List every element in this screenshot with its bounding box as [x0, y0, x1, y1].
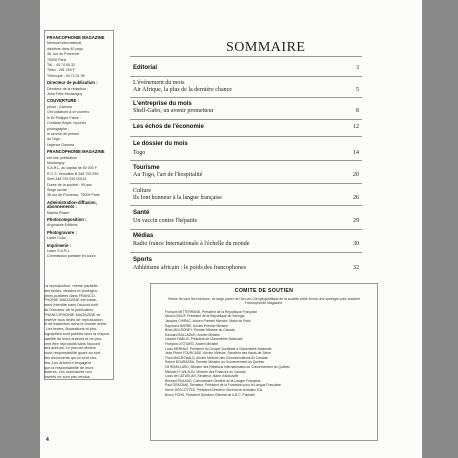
comite-member: Flora MACDONALD, Ancien Ministre des Communications du Canada: [165, 355, 268, 360]
toc-tourisme-label: Tourisme: [133, 165, 160, 171]
toc-tourisme-page: 20: [353, 172, 359, 178]
director-line: Jean-Félix Moulanguy: [47, 92, 83, 97]
edition-lines: [47, 156, 111, 198]
comite-member: Brian MULRONEY, Premier Ministre du Canada: [165, 328, 235, 333]
toc-culture-sub: Ils font honneur à la langue française: [133, 194, 222, 201]
comite-member: François LEOTARD, Ancien Ministre: [165, 341, 219, 346]
toc-evenement-sub: Air Afrique, la plus de la dernière chance: [133, 86, 232, 93]
edition-line: Moulanguy: [47, 160, 65, 165]
toc-sante: [133, 218, 359, 225]
comite-member: Jacques CHIRAC, Ancien Premier Ministre, Maire de Paris: [165, 319, 251, 323]
legal-line: tographies sont publiés sous la respon-: [44, 331, 111, 336]
toc-evenement: [133, 80, 359, 93]
printer-line: Lader S.A.R.L.: [47, 249, 71, 254]
toc-sports-page: 32: [353, 265, 359, 271]
comite-member: Laurent FABIUS, Président de l'Assemblée Nationale: [165, 337, 243, 342]
comite-box: [150, 283, 378, 441]
legal-line: réserve tous droits de reproduction: [44, 317, 103, 322]
photocomposition-line: Argonaute Editions: [47, 223, 78, 228]
toc-sante-label: Santé: [133, 210, 150, 216]
toc-editorial-label: Editorial: [133, 65, 158, 71]
comite-member: Raymond BARRE, Ancien Premier Ministre: [165, 323, 229, 328]
photogravure-lines: [47, 236, 111, 240]
legal-line: FRANCOPHONIE MAGAZINE se: [44, 312, 101, 317]
toc-sports-sub: Athlétisme africain : le poids des francophones: [133, 265, 246, 271]
director-heading: Directeur de publication :: [47, 80, 98, 86]
divider: [130, 229, 362, 230]
masthead-line: Télex : 281 254 F: [47, 68, 75, 73]
divider: [130, 97, 362, 98]
comite-member: Gil REMILLARD, Ministre des Relations Internationales du Gouvernement du Québec: [165, 364, 290, 369]
cover-line: Ont collaboré à ce numéro: [47, 110, 90, 115]
toc-dossier-label: Le dossier du mois: [133, 141, 188, 147]
legal-line: sabilité de leurs auteurs et ne peu-: [44, 336, 103, 341]
legal-line: toute responsabilité quant au sort: [44, 351, 101, 356]
admin-lines: [47, 211, 111, 215]
legal-line: que la responsabilité de leurs: [44, 365, 94, 370]
legal-line: La reproduction, même partielle,: [44, 284, 99, 288]
legal-line: insérés ne sont pas rendus.: [44, 375, 91, 380]
masthead-line: Mensuel international: [47, 41, 82, 46]
edition-line: Siège social :: [47, 187, 69, 192]
toc-culture-title: Culture: [133, 188, 151, 194]
legal-line: ment interdite sans l'accord écrit: [44, 303, 99, 308]
edition-line: est une publication: [47, 155, 77, 160]
comite-intro: Venez de tous les horizons, ce large panel de l'Arc-en-Ciel géopolitique de la société civile forme une synergie pour soutenir Francophonie Magazine.: [167, 297, 361, 306]
legal-line: fiés. Les articles n'engagent: [44, 360, 91, 365]
comite-member: Robert BOURASSA, Premier Ministre du Gouvernement du Québec: [165, 360, 265, 365]
comite-member: Bernard PAILAUD, Commissaire Général de la Langue Française: [165, 378, 261, 383]
toc-entreprise-page: 8: [356, 108, 359, 114]
admin-line: Marina Rosen: [47, 210, 70, 215]
photogravure-heading: Photogravure :: [47, 229, 77, 235]
comite-members: [151, 310, 377, 397]
director-line: Directeur de la rédaction :: [47, 86, 89, 91]
masthead-line: 36, rue de Provence: [47, 52, 80, 57]
toc-echos-page: 12: [353, 124, 359, 130]
cover-line: photographe ;: [47, 126, 70, 131]
director-lines: [47, 87, 111, 97]
edition-line: S.A.R.L. au capital de 50 000 F: [47, 166, 97, 171]
comite-member: François MITTERRAND, Président de la République Française: [165, 309, 257, 314]
page-number: 4: [46, 437, 49, 443]
comite-member: Louis de CATUELAN, Sénateur, Maire d'Aldouville: [165, 374, 239, 379]
cover-line: le Dr Philippe Fabre :: [47, 115, 81, 120]
edition-line: Siret 348 793 939 00013: [47, 177, 87, 182]
legal-line: vent être reproduits sans l'accord: [44, 341, 100, 346]
divider: [130, 183, 362, 184]
toc-tourisme: [133, 172, 359, 179]
toc-dossier: [133, 150, 359, 157]
legal-line: des auteurs. Le journal décline: [44, 346, 96, 351]
toc-entreprise-sub: Shell-Gabo, un avenir prometteur: [133, 108, 214, 114]
comite-member: Michael H. WILSON, Ministre des Finances du Canada: [165, 369, 246, 374]
toc-entreprise: [133, 108, 359, 115]
toc-dossier-page: 14: [353, 150, 359, 156]
legal-line: des textes, dessins et photogra-: [44, 288, 98, 293]
legal-line: phies publiées dans FRANCO-: [44, 293, 96, 298]
toc-sports-label: Sports: [133, 257, 153, 263]
legal-line: . Les textes, illustrations et pho-: [44, 327, 98, 332]
comite-member: Paul GRAZIANI, Sénateur, Président de la Fondation pour la Langue Française: [165, 383, 281, 388]
toc-medias-page: 30: [353, 241, 359, 247]
comite-member: Jean-Pierre FOURCADE, Ancien Ministre, Sénateur des Hauts-de-Seine: [165, 351, 271, 356]
admin-heading: Administration-diffusion, abonnements :: [47, 199, 97, 210]
cover-lines: [47, 105, 111, 147]
legal-line: du Directeur de la publication.: [44, 307, 95, 312]
toc-sports: [133, 265, 359, 272]
toc-dossier-sub: Togo: [133, 150, 146, 156]
comite-member: Edouard BALLADUR, Ancien Ministre: [165, 332, 220, 337]
legal-line: auteurs. Les manuscrits non: [44, 370, 92, 375]
divider: [130, 119, 362, 120]
toc-entreprise-label: L'entreprise du mois: [133, 101, 192, 107]
cover-line: Christian Boyer, reporter: [47, 121, 86, 126]
legal-line: des documents qui lui sont con-: [44, 355, 98, 360]
masthead-line: distribué dans 40 pays: [47, 46, 83, 51]
edition-heading: FRANCOPHONIE MAGAZINE: [47, 149, 105, 155]
toc-medias-label: Médias: [133, 233, 154, 239]
masthead-line: Tél. : 45 74 65 32: [47, 63, 75, 68]
toc-medias-sub: Radio france Internationale à l'échelle du monde: [133, 241, 250, 247]
toc-sante-page: 29: [353, 218, 359, 224]
toc-evenement-title: L'événement du mois: [133, 80, 185, 86]
toc-echos-label: Les échos de l'économie: [133, 124, 204, 130]
legal-line: et de traduction dans le monde entier: [44, 322, 107, 327]
divider: [130, 56, 362, 57]
printer-heading: Imprimerie :: [47, 242, 71, 248]
comite-member: Abdou DIOUF, Président de la République du Sénégal: [165, 314, 245, 319]
divider: [130, 136, 362, 137]
photocomposition-heading: Photocomposition :: [47, 217, 87, 222]
legal-notice: [44, 284, 114, 444]
cover-heading: COUVERTURE :: [47, 98, 79, 104]
masthead-info: [47, 41, 111, 78]
masthead-line: Télécopie : 45 74 31 95: [47, 73, 85, 78]
page-title: SOMMAIRE: [226, 40, 306, 55]
magazine-name: FRANCOPHONIE MAGAZINE: [47, 35, 105, 40]
toc-tourisme-sub: Au Togo, l'art de l'hospitalité: [133, 172, 203, 178]
comite-member: Louis MERMAZ, Président du Groupe Socialiste à l'Assemblée Nationale: [165, 346, 272, 351]
comite-title: COMITE DE SOUTIEN: [234, 288, 294, 294]
cover-line: l'agence Gamma: [47, 142, 75, 147]
cover-line: le service de presse: [47, 131, 79, 136]
photocomposition-lines: [47, 223, 111, 227]
toc-medias: [133, 241, 359, 248]
printer-lines: [47, 249, 111, 259]
toc-culture-page: 26: [353, 194, 359, 201]
toc-sante-sub: Un vaccin contre l'hépatite: [133, 218, 198, 224]
edition-line: 36 rue de Provence, 75009 Paris: [47, 193, 100, 198]
printer-line: Commission paritaire en cours: [47, 254, 96, 259]
legal-line: PHONIE MAGAZINE est totale-: [44, 298, 98, 303]
edition-line: R.C.S. Versailles B 348 793 939: [47, 171, 99, 176]
comite-member: Hervé DESCOTTES, Président Directeur Général de Andralux S.A.: [165, 387, 264, 392]
toc-culture: [133, 188, 359, 201]
toc-evenement-page: 5: [356, 86, 359, 93]
cover-line: photo : Gamma: [47, 104, 72, 109]
masthead-line: 75009 Paris: [47, 57, 67, 62]
photogravure-line: Lader Color: [47, 236, 66, 241]
divider: [130, 205, 362, 206]
cover-line: du Togo ;: [47, 137, 62, 142]
divider: [130, 252, 362, 253]
divider: [130, 160, 362, 161]
comite-member: Bruno PONS, Président Directeur Général de A.B.C. Publicité: [165, 392, 255, 397]
toc-editorial-page: 3: [356, 65, 359, 71]
divider: [130, 76, 362, 77]
edition-line: Durée de la société : 99 ans: [47, 182, 92, 187]
